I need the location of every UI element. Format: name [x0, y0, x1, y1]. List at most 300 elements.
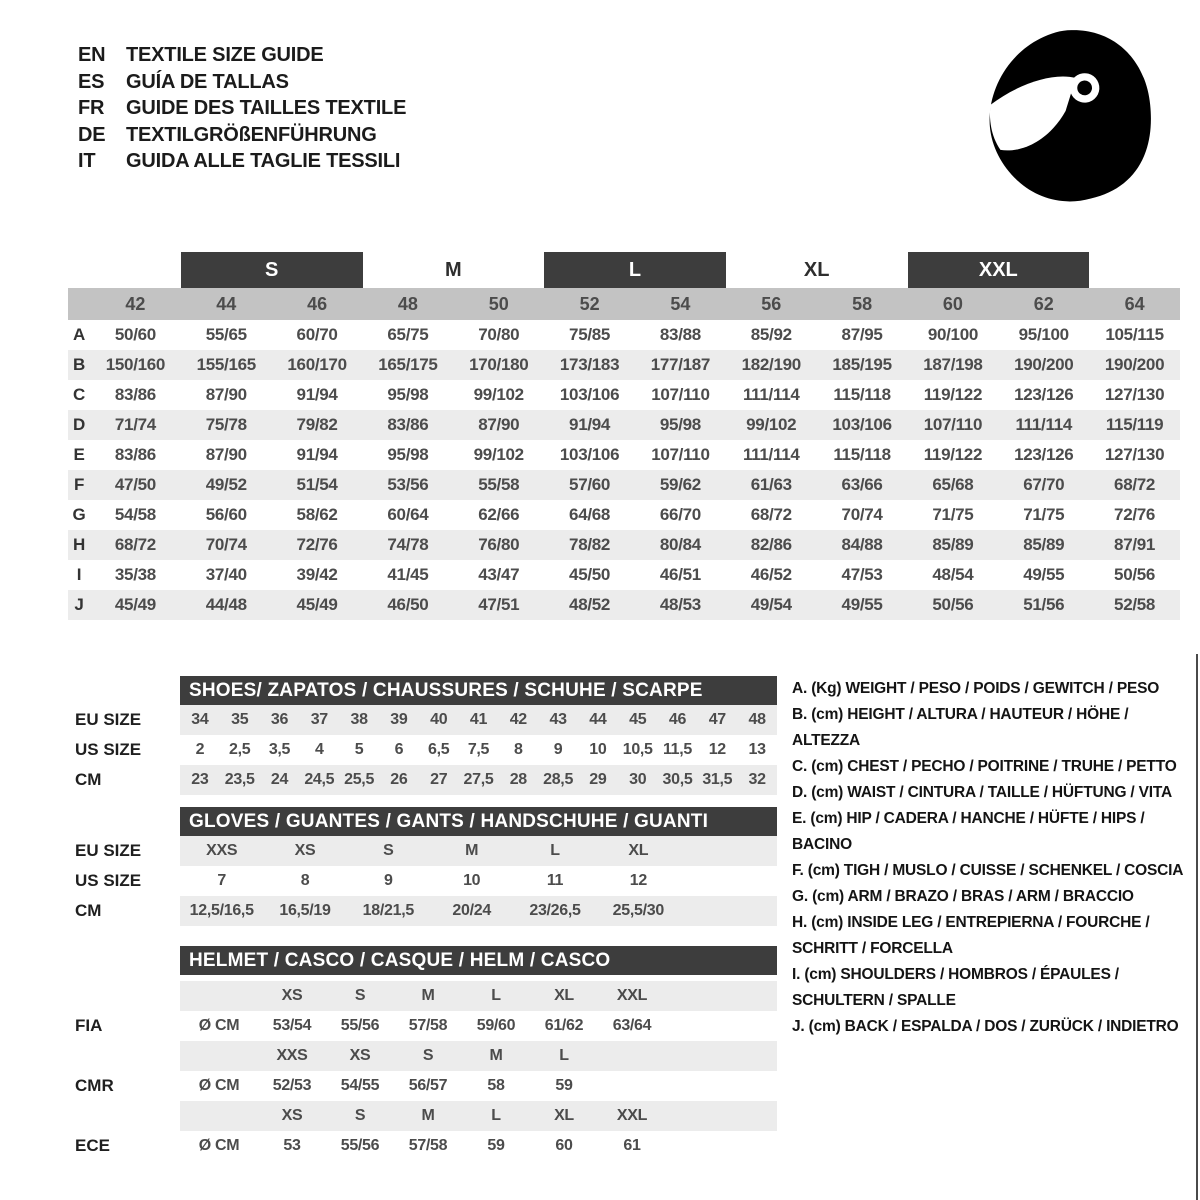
- shoes-value: 13: [748, 741, 766, 758]
- measure-value: 45/50: [569, 565, 611, 584]
- helmet-rows: [75, 981, 777, 1161]
- measure-value: 54/58: [114, 505, 156, 524]
- gloves-row: [75, 866, 777, 896]
- measure-value: 84/88: [841, 535, 883, 554]
- helmet-size-label: L: [491, 987, 501, 1004]
- gloves-cells: [180, 896, 680, 926]
- measure-value: 50/56: [932, 595, 974, 614]
- measure-value: 123/126: [1014, 445, 1074, 464]
- measure-value: 87/91: [1114, 535, 1156, 554]
- measure-value: 68/72: [114, 535, 156, 554]
- size-column-header: 62: [1033, 294, 1054, 314]
- shoes-value: 5: [354, 741, 364, 758]
- shoes-row-values: [180, 735, 777, 765]
- helmet-size-label: XS: [281, 1107, 303, 1124]
- measure-value: 103/106: [559, 445, 620, 464]
- measure-value: 111/114: [1015, 415, 1073, 434]
- measure-value: 45/49: [296, 595, 338, 614]
- measurement-legend: [792, 676, 1194, 1040]
- measure-value: 82/86: [750, 535, 792, 554]
- shoes-value: 42: [509, 711, 527, 728]
- language-row: [78, 69, 406, 96]
- helmet-size-label: L: [559, 1047, 569, 1064]
- measure-value: 70/74: [841, 505, 883, 524]
- helmet-size-label: S: [354, 987, 366, 1004]
- measure-row: [68, 590, 1180, 620]
- shoes-value: 10: [589, 741, 607, 758]
- measure-value: 155/165: [196, 355, 256, 374]
- size-group-s: S: [181, 252, 363, 288]
- measure-value: 71/74: [114, 415, 156, 434]
- numeric-size-header-row: [68, 288, 1180, 320]
- language-title: GUÍA DE TALLAS: [126, 70, 289, 93]
- measure-value: 49/54: [750, 595, 792, 614]
- measure-value: 60/70: [296, 325, 338, 344]
- shoes-value: 3,5: [268, 741, 291, 758]
- shoes-value: 28: [509, 771, 527, 788]
- measure-value: 160/170: [287, 355, 347, 374]
- measure-value: 78/82: [569, 535, 611, 554]
- measure-value: 123/126: [1014, 385, 1074, 404]
- measure-value: 83/86: [114, 385, 156, 404]
- row-label: CM: [75, 770, 102, 789]
- gloves-value: 11: [546, 872, 564, 889]
- helmet-size-label: XS: [349, 1047, 371, 1064]
- measure-value: 66/70: [659, 505, 701, 524]
- measure-value: 37/40: [205, 565, 247, 584]
- helmet-values-cells: [180, 1071, 777, 1101]
- shoes-value: 10,5: [622, 741, 653, 758]
- measure-value: 49/52: [205, 475, 247, 494]
- row-label: US SIZE: [75, 740, 142, 759]
- measure-value: 91/94: [569, 415, 611, 434]
- shoes-value: 6,5: [428, 741, 450, 758]
- measure-value: 51/54: [296, 475, 338, 494]
- measure-row-label: I: [76, 565, 82, 584]
- shoes-value: 26: [390, 771, 408, 788]
- measure-value: 99/102: [473, 385, 524, 404]
- measure-row-label: F: [73, 475, 85, 494]
- helmet-size-value: 52/53: [272, 1077, 312, 1094]
- gloves-value: 7: [217, 872, 226, 889]
- measure-value: 55/58: [478, 475, 520, 494]
- gloves-section-header: GLOVES / GUANTES / GANTS / HANDSCHUHE / GUANTI: [180, 807, 777, 836]
- measure-value: 68/72: [750, 505, 792, 524]
- size-column-header: 48: [397, 294, 418, 314]
- shoes-value: 24,5: [304, 771, 335, 788]
- row-label: US SIZE: [75, 871, 142, 890]
- helmet-size-value: 53: [283, 1137, 301, 1154]
- helmet-size-label: XL: [554, 987, 574, 1004]
- diameter-unit-label: Ø CM: [198, 1137, 240, 1154]
- shoes-value: 28,5: [543, 771, 574, 788]
- helmet-size-label: M: [421, 1107, 435, 1124]
- size-column-header: 60: [942, 294, 963, 314]
- shoes-value: 9: [553, 741, 563, 758]
- helmet-sizes-band: [180, 1041, 777, 1071]
- helmet-size-value: 56/57: [408, 1077, 448, 1094]
- measure-value: 107/110: [651, 445, 710, 464]
- measure-value: 41/45: [387, 565, 429, 584]
- measure-value: 75/78: [205, 415, 247, 434]
- measure-value: 95/98: [387, 385, 429, 404]
- language-code: FR: [78, 97, 105, 119]
- language-row: [78, 122, 406, 149]
- gloves-value: XL: [628, 842, 649, 859]
- measure-row-label: C: [73, 385, 85, 404]
- shoes-value: 47: [708, 711, 726, 728]
- measure-row-label: D: [73, 415, 85, 434]
- helmet-sizes-cells: [180, 981, 777, 1011]
- measure-value: 119/122: [923, 445, 983, 464]
- helmet-sizes-row: [75, 1101, 777, 1131]
- measure-value: 60/64: [387, 505, 429, 524]
- diameter-unit-label: Ø CM: [198, 1017, 240, 1034]
- helmet-size-value: 59/60: [476, 1017, 516, 1034]
- measure-value: 170/180: [469, 355, 529, 374]
- measure-value: 50/56: [1114, 565, 1156, 584]
- measurement-rows: [68, 320, 1180, 620]
- helmet-size-label: M: [421, 987, 435, 1004]
- shoes-value: 31,5: [702, 771, 733, 788]
- measure-row-label: E: [73, 445, 85, 464]
- measure-value: 85/89: [1023, 535, 1065, 554]
- size-column-header: 42: [125, 294, 146, 314]
- shoes-value: 25,5: [344, 771, 375, 788]
- measure-value: 87/95: [841, 325, 883, 344]
- size-group-xl: XL: [803, 259, 830, 281]
- helmet-size-value: 57/58: [408, 1137, 448, 1154]
- helmet-size-value: 54/55: [340, 1077, 380, 1094]
- helmet-size-value: 57/58: [408, 1017, 448, 1034]
- helmet-size-value: 61: [623, 1137, 641, 1154]
- language-title: TEXTILGRÖßENFÜHRUNG: [126, 123, 377, 146]
- shoes-value: 7,5: [467, 741, 490, 758]
- shoes-value: 34: [191, 711, 209, 728]
- measure-value: 56/60: [205, 505, 247, 524]
- measure-value: 65/68: [932, 475, 974, 494]
- row-label: [75, 1101, 180, 1131]
- gloves-rows: [75, 836, 777, 926]
- language-row: [78, 42, 406, 69]
- shoes-value: 24: [270, 771, 289, 788]
- measure-value: 127/130: [1104, 445, 1165, 464]
- measure-value: 47/53: [841, 565, 883, 584]
- measure-value: 44/48: [205, 595, 247, 614]
- legend-entry: E. (cm) HIP / CADERA / HANCHE / HÜFTE / HIPS / BACINO: [792, 810, 1145, 853]
- standard-label: CMR: [75, 1076, 114, 1095]
- gloves-value: 23/26,5: [529, 902, 581, 919]
- measure-value: 67/70: [1023, 475, 1065, 494]
- measure-value: 127/130: [1104, 385, 1165, 404]
- unit-placeholder: [180, 1041, 258, 1071]
- helmet-values-cells: [180, 1131, 777, 1161]
- measure-row-label: A: [73, 325, 85, 344]
- size-column-header: 50: [488, 294, 509, 314]
- size-column-header: 64: [1124, 294, 1145, 314]
- measure-row-label: G: [72, 505, 86, 524]
- shoes-row: [75, 765, 777, 795]
- helmet-size-value: 55/56: [340, 1137, 380, 1154]
- size-column-header: 46: [307, 294, 328, 314]
- helmet-values-band: [180, 1131, 777, 1161]
- size-group-xxl: XXL: [908, 252, 1090, 288]
- page-edge-line: [1196, 654, 1198, 1200]
- measure-value: 71/75: [932, 505, 974, 524]
- measure-value: 46/52: [750, 565, 792, 584]
- measure-value: 52/58: [1114, 595, 1156, 614]
- helmet-values-cells: [180, 1011, 777, 1041]
- language-code: DE: [78, 123, 106, 146]
- measure-value: 55/65: [205, 325, 247, 344]
- measure-value: 165/175: [378, 355, 438, 374]
- gloves-row: [75, 836, 777, 866]
- measure-value: 46/51: [659, 565, 701, 584]
- gloves-value: S: [383, 842, 394, 859]
- shoes-value: 6: [394, 741, 404, 758]
- measure-value: 173/183: [559, 355, 620, 374]
- shoes-value: 23: [191, 771, 209, 788]
- measure-value: 182/190: [741, 355, 801, 374]
- measure-row: [68, 380, 1180, 410]
- legend-entry: H. (cm) INSIDE LEG / ENTREPIERNA / FOURCHE / SCHRITT / FORCELLA: [792, 914, 1150, 957]
- helmet-values-band: [180, 1011, 777, 1041]
- measure-value: 64/68: [569, 505, 611, 524]
- measure-value: 107/110: [923, 415, 983, 434]
- helmet-size-label: S: [354, 1107, 366, 1124]
- gloves-value: 12: [629, 872, 647, 889]
- measure-value: 91/94: [296, 445, 338, 464]
- shoes-value: 48: [748, 711, 766, 728]
- measure-row: [68, 560, 1180, 590]
- standard-label: ECE: [75, 1136, 110, 1155]
- measure-value: 190/200: [1014, 355, 1074, 374]
- shoes-row: [75, 705, 777, 735]
- measure-value: 99/102: [473, 445, 524, 464]
- corner-cell: [68, 288, 90, 320]
- gloves-value: M: [465, 842, 479, 859]
- row-label: EU SIZE: [75, 710, 142, 729]
- measure-value: 111/114: [742, 385, 800, 404]
- measure-value: 68/72: [1114, 475, 1156, 494]
- helmet-values-row: [75, 1011, 777, 1041]
- gloves-size-table: [75, 807, 777, 926]
- racing-helmet-icon: [978, 24, 1162, 208]
- helmet-size-value: 59: [555, 1077, 573, 1094]
- shoes-row-values: [180, 765, 777, 795]
- legend-entry: B. (cm) HEIGHT / ALTURA / HAUTEUR / HÖHE / ALTEZZA: [792, 706, 1129, 749]
- shoes-value: 44: [589, 711, 607, 728]
- unit-placeholder: [180, 981, 258, 1011]
- helmet-size-table: [75, 946, 777, 1161]
- measure-value: 85/92: [750, 325, 792, 344]
- measure-value: 80/84: [659, 535, 701, 554]
- language-row: [78, 148, 406, 175]
- measure-value: 49/55: [1023, 565, 1065, 584]
- helmet-size-label: XS: [281, 987, 303, 1004]
- measure-value: 46/50: [387, 595, 429, 614]
- shoes-value: 37: [310, 711, 328, 728]
- measure-row: [68, 440, 1180, 470]
- helmet-values-row: [75, 1131, 777, 1161]
- measure-value: 185/195: [832, 355, 892, 374]
- helmet-size-label: L: [491, 1107, 501, 1124]
- helmet-size-label: M: [489, 1047, 503, 1064]
- shoes-value: 12: [708, 741, 726, 758]
- gloves-cells: [180, 866, 680, 896]
- measure-value: 76/80: [478, 535, 520, 554]
- accessory-size-tables: [75, 676, 777, 1161]
- measure-value: 190/200: [1104, 355, 1165, 374]
- helmet-values-band: [180, 1071, 777, 1101]
- measure-value: 87/90: [478, 415, 520, 434]
- shoes-value: 30: [629, 771, 647, 788]
- helmet-size-value: 55/56: [340, 1017, 380, 1034]
- shoes-value: 40: [430, 711, 448, 728]
- gloves-value: XXS: [206, 842, 238, 859]
- measure-value: 115/118: [833, 445, 891, 464]
- measure-value: 63/66: [841, 475, 883, 494]
- shoes-value: 43: [549, 711, 567, 728]
- measure-value: 57/60: [569, 475, 611, 494]
- helmet-size-label: XXL: [616, 1107, 648, 1124]
- helmet-size-value: 61/62: [544, 1017, 584, 1034]
- measure-value: 47/50: [114, 475, 156, 494]
- diameter-unit-label: Ø CM: [198, 1077, 240, 1094]
- language-code: EN: [78, 44, 106, 66]
- measure-value: 50/60: [114, 325, 156, 344]
- size-column-header: 58: [852, 294, 873, 314]
- helmet-values-row: [75, 1071, 777, 1101]
- measure-value: 35/38: [114, 565, 156, 584]
- size-column-header: 52: [579, 294, 600, 314]
- measure-value: 70/80: [478, 325, 520, 344]
- unit-placeholder: [180, 1101, 258, 1131]
- legend-entry: C. (cm) CHEST / PECHO / POITRINE / TRUHE / PETTO: [792, 758, 1177, 775]
- gloves-value: 9: [384, 872, 393, 889]
- helmet-size-label: XXL: [616, 987, 648, 1004]
- measure-value: 107/110: [651, 385, 710, 404]
- measure-value: 85/89: [932, 535, 974, 554]
- helmet-sizes-band: [180, 981, 777, 1011]
- measure-row-label: J: [74, 595, 84, 614]
- gloves-row: [75, 896, 777, 926]
- measure-value: 48/53: [659, 595, 701, 614]
- row-label: [75, 981, 180, 1011]
- shoes-value: 23,5: [224, 771, 255, 788]
- measure-row: [68, 530, 1180, 560]
- shoes-value: 30,5: [662, 771, 693, 788]
- measure-value: 111/114: [742, 445, 800, 464]
- shoes-value: 2: [195, 741, 205, 758]
- size-group-m: M: [444, 259, 462, 281]
- measure-value: 99/102: [746, 415, 797, 434]
- gloves-row-values: [180, 836, 777, 866]
- gloves-value: 10: [463, 872, 481, 889]
- gloves-value: 16,5/19: [279, 902, 331, 919]
- measure-value: 177/187: [650, 355, 711, 374]
- gloves-value: XS: [294, 842, 316, 859]
- size-column-header: 44: [216, 294, 237, 314]
- measure-row: [68, 320, 1180, 350]
- helmet-size-value: 58: [487, 1077, 505, 1094]
- language-code: ES: [78, 70, 105, 93]
- measure-row: [68, 350, 1180, 380]
- measure-value: 43/47: [478, 565, 520, 584]
- language-row: [78, 95, 406, 122]
- shoes-value: 4: [314, 741, 324, 758]
- measure-value: 45/49: [114, 595, 156, 614]
- legend-entry: D. (cm) WAIST / CINTURA / TAILLE / HÜFTUNG / VITA: [792, 784, 1172, 801]
- measure-value: 119/122: [923, 385, 983, 404]
- shoes-size-table: [75, 676, 777, 795]
- size-group-l: L: [544, 252, 726, 288]
- shoes-value: 27: [430, 771, 448, 788]
- measure-row: [68, 470, 1180, 500]
- legend-entry: J. (cm) BACK / ESPALDA / DOS / ZURÜCK / INDIETRO: [792, 1018, 1179, 1035]
- measure-value: 59/62: [659, 475, 701, 494]
- gloves-value: 8: [300, 872, 310, 889]
- measure-value: 83/88: [659, 325, 701, 344]
- helmet-sizes-row: [75, 1041, 777, 1071]
- helmet-section-header: HELMET / CASCO / CASQUE / HELM / CASCO: [180, 946, 777, 975]
- measure-value: 115/118: [833, 385, 891, 404]
- measure-value: 48/52: [569, 595, 611, 614]
- measure-value: 103/106: [559, 385, 620, 404]
- gloves-value: 18/21,5: [362, 902, 414, 919]
- shoes-value: 29: [589, 771, 607, 788]
- language-title: GUIDE DES TAILLES TEXTILE: [126, 97, 407, 119]
- shoes-value: 2,5: [229, 741, 251, 758]
- measure-value: 150/160: [105, 355, 166, 374]
- shoes-value: 41: [469, 711, 488, 728]
- gloves-value: L: [550, 842, 560, 859]
- measure-value: 105/115: [1105, 325, 1164, 344]
- shoes-value: 32: [748, 771, 766, 788]
- measure-value: 115/119: [1105, 415, 1164, 434]
- gloves-row-values: [180, 896, 777, 926]
- legend-entry: I. (cm) SHOULDERS / HOMBROS / ÉPAULES / SCHULTERN / SPALLE: [792, 966, 1119, 1009]
- measure-value: 95/98: [659, 415, 701, 434]
- gloves-value: 25,5/30: [612, 902, 664, 919]
- helmet-size-value: 59: [487, 1137, 505, 1154]
- shoes-value: 35: [231, 711, 249, 728]
- shoes-value: 45: [629, 711, 647, 728]
- gloves-value: 20/24: [452, 902, 491, 919]
- shoes-value: 46: [668, 711, 687, 728]
- measure-value: 47/51: [478, 595, 520, 614]
- measure-value: 83/86: [387, 415, 429, 434]
- measure-value: 90/100: [927, 325, 979, 344]
- helmet-size-value: 63/64: [612, 1017, 652, 1034]
- measure-value: 62/66: [478, 505, 520, 524]
- shoes-value: 8: [513, 741, 523, 758]
- measure-row-label: H: [73, 535, 85, 554]
- measure-row-label: B: [73, 355, 85, 374]
- measure-row: [68, 410, 1180, 440]
- measure-value: 87/90: [205, 385, 247, 404]
- language-title: TEXTILE SIZE GUIDE: [126, 44, 324, 66]
- helmet-size-label: XXS: [276, 1047, 308, 1064]
- gloves-cells: [180, 836, 680, 866]
- language-code: IT: [78, 150, 96, 172]
- measure-value: 95/98: [387, 445, 429, 464]
- shoes-value: 38: [350, 711, 368, 728]
- measure-value: 75/85: [569, 325, 611, 344]
- measure-value: 72/76: [296, 535, 338, 554]
- measure-value: 87/90: [205, 445, 247, 464]
- measure-value: 79/82: [296, 415, 338, 434]
